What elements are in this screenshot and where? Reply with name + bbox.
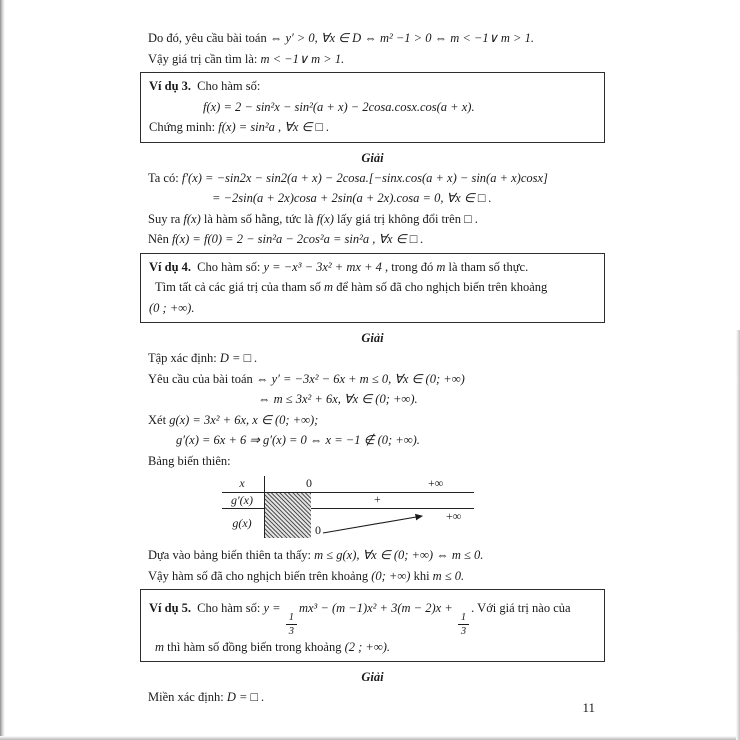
example4-sol-line-8: Vậy hàm số đã cho nghịch biến trên khoảng (0; +∞) khi m ≤ 0. [148, 568, 465, 583]
example3-title: Ví dụ 3. Cho hàm số: [149, 79, 261, 93]
table-g-max-value: +∞ [446, 509, 462, 523]
example3-sol-line-4: Nên f(x) = f(0) = 2 − sin²a − 2cos²a = sin²a , ∀x ∈ □ . [148, 232, 424, 246]
variation-table [222, 476, 474, 538]
page-number: 11 [582, 700, 595, 715]
intro-line-2: Vậy giá trị cần tìm là: m < −1∨ m > 1. [148, 51, 345, 66]
example4-sol-line-1: Tập xác định: D = □ . [148, 351, 258, 365]
table-row-label-g: g(x) [232, 516, 252, 530]
example4-line-2: Tìm tất cả các giá trị của tham số m để hàm số đã cho nghịch biến trên khoảng [155, 280, 548, 294]
table-row-label-gprime: g′(x) [231, 493, 253, 507]
example3-formula: f(x) = 2 − sin²x − sin²(a + x) − 2cosa.cosx.cos(a + x). [203, 99, 475, 114]
increase-arrow-icon [320, 511, 430, 537]
hatched-excluded-region [265, 493, 311, 538]
example4-sol-line-2: Yêu cầu của bài toán ⇔ y′ = −3x² − 6x + m ≤ 0, ∀x ∈ (0; +∞) [148, 371, 465, 386]
intro-line-1: Do đó, yêu cầu bài toán ⇔ y′ > 0, ∀x ∈ D ⇔ m² −1 > 0 ⇔ m < −1∨ m > 1. [148, 31, 534, 45]
scan-edge-right [736, 330, 740, 740]
example4-solution-heading: Giải [361, 331, 384, 345]
scan-edge-bottom [0, 736, 740, 740]
table-x-value-infinity: +∞ [428, 476, 444, 490]
example5-solution-heading: Giải [361, 670, 384, 685]
table-row-label-x: x [239, 476, 245, 490]
example5-sol-line-1: Miền xác định: D = □ . [148, 690, 265, 705]
content-area [140, 28, 605, 708]
example4-sol-line-5: g′(x) = 6x + 6 ⇒ g′(x) = 0 ⇔ x = −1 ∉ (0; +∞). [176, 433, 420, 447]
example5-title: Ví dụ 5. Cho hàm số: y = $\frac{1}{3}$ mx³ − (m −1)x² + 3(m − 2)x + $\frac{1}{3}$ . Với giá trị nào của [149, 601, 571, 637]
table-horizontal-line-2 [222, 508, 474, 509]
example4-sol-line-6: Bảng biến thiên: [148, 453, 231, 468]
example3-claim: Chứng minh: f(x) = sin²a , ∀x ∈ □ . [149, 120, 330, 134]
example3-solution-heading: Giải [361, 150, 384, 165]
table-sign-plus: + [374, 492, 381, 506]
table-g-min-value: 0 [315, 523, 321, 537]
example4-sol-line-4: Xét g(x) = 3x² + 6x, x ∈ (0; +∞); [148, 412, 319, 427]
example3-sol-line-2: = −2sin(a + 2x)cosa + 2sin(a + 2x).cosa = 0, ∀x ∈ □ . [212, 191, 492, 205]
example5-box [140, 589, 605, 662]
example4-line-3: (0 ; +∞). [149, 300, 195, 315]
scan-edge-left [0, 0, 5, 740]
example4-sol-line-3: ⇔ m ≤ 3x² + 6x, ∀x ∈ (0; +∞). [258, 392, 418, 406]
table-x-value-zero: 0 [306, 476, 312, 490]
example4-box [140, 253, 605, 324]
example3-sol-line-1: Ta có: f′(x) = −sin2x − sin2(a + x) − 2cosa.[−sinx.cos(a + x) − sin(a + x)cosx] [148, 170, 548, 185]
example3-sol-line-3: Suy ra f(x) là hàm số hằng, tức là f(x) lấy giá trị không đổi trên □ . [148, 211, 478, 226]
example5-line-2: m thì hàm số đồng biến trong khoảng (2 ; +∞). [155, 639, 391, 654]
example4-title: Ví dụ 4. Cho hàm số: y = −x³ − 3x² + mx + 4 , trong đó m là tham số thực. [149, 259, 529, 274]
example4-sol-line-7: Dựa vào bảng biến thiên ta thấy: m ≤ g(x), ∀x ∈ (0; +∞) ⇔ m ≤ 0. [148, 548, 484, 562]
example3-box [140, 72, 605, 143]
